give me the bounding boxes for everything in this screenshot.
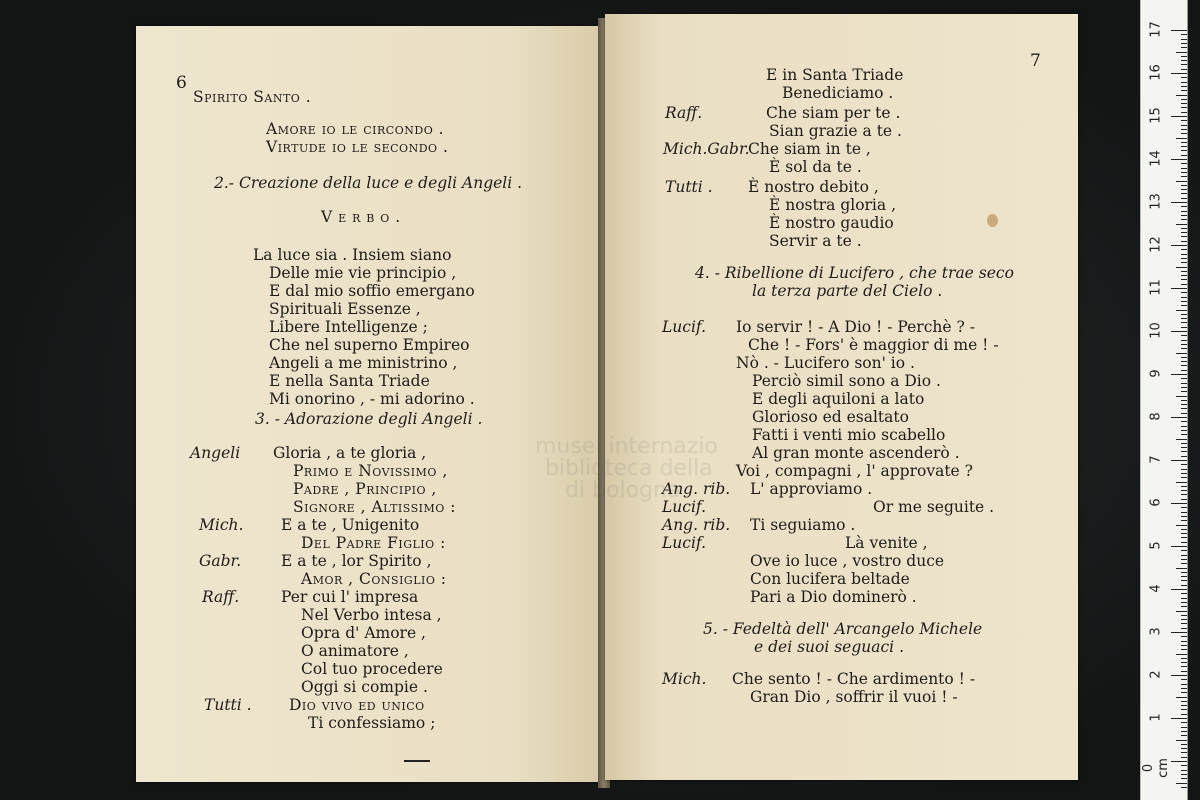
ruler-tick xyxy=(1181,322,1187,323)
ruler-tick xyxy=(1181,60,1187,61)
page-number-left: 6 xyxy=(176,73,187,93)
left-page xyxy=(136,26,602,782)
ruler-tick xyxy=(1181,774,1187,775)
right-page-text-line: Mich.Gabr. xyxy=(663,140,750,158)
ruler-label: 9 xyxy=(1148,369,1164,378)
right-page-text-line: Voi , compagni , l' approvate ? xyxy=(736,462,973,480)
right-page-text-line: Che sento ! - Che ardimento ! - xyxy=(732,670,976,688)
left-page-text-line: Dio vivo ed unico xyxy=(289,696,425,714)
ruler-tick xyxy=(1181,744,1187,745)
ruler-tick xyxy=(1181,563,1187,564)
ruler-tick xyxy=(1181,219,1187,220)
ruler-tick xyxy=(1181,692,1187,693)
ruler-tick xyxy=(1181,542,1187,543)
ruler-tick xyxy=(1181,189,1187,190)
left-page-text-line: 3. - Adorazione degli Angeli . xyxy=(255,410,483,428)
ruler-label: 13 xyxy=(1148,193,1164,210)
ruler-tick xyxy=(1181,537,1187,538)
ruler-tick xyxy=(1171,159,1187,160)
right-page-text-line: Lucif. xyxy=(662,318,707,336)
ruler-tick xyxy=(1181,628,1187,629)
ruler-tick xyxy=(1171,116,1187,117)
ruler-tick xyxy=(1181,129,1187,130)
ruler-tick xyxy=(1181,731,1187,732)
right-page-text-line: Glorioso ed esaltato xyxy=(752,408,909,426)
ruler-tick xyxy=(1181,340,1187,341)
ruler-tick xyxy=(1176,353,1187,354)
ruler-tick xyxy=(1181,787,1187,788)
ruler-tick xyxy=(1181,90,1187,91)
ruler-tick xyxy=(1181,378,1187,379)
ruler-label: 6 xyxy=(1148,498,1164,507)
left-page-text-line: Angeli xyxy=(190,444,241,462)
left-page-text-line: O animatore , xyxy=(301,642,409,660)
left-page-text-line: E nella Santa Triade xyxy=(269,372,430,390)
ruler-tick xyxy=(1181,335,1187,336)
ruler-tick xyxy=(1181,99,1187,100)
left-page-text-line: Mi onorino , - mi adorino . xyxy=(269,390,475,408)
ruler-tick xyxy=(1181,344,1187,345)
ruler-tick xyxy=(1181,69,1187,70)
ruler-tick xyxy=(1181,198,1187,199)
ruler-tick xyxy=(1171,417,1187,418)
ruler-label: 14 xyxy=(1148,150,1164,167)
right-page-text-line: Pari a Dio dominerò . xyxy=(750,588,917,606)
ruler-tick xyxy=(1181,120,1187,121)
ruler-tick xyxy=(1171,718,1187,719)
ruler-label: 4 xyxy=(1148,584,1164,593)
ruler-tick xyxy=(1181,56,1187,57)
ruler-tick xyxy=(1176,439,1187,440)
ruler-label: 0 cm xyxy=(1141,758,1171,778)
ruler-tick xyxy=(1181,602,1187,603)
ruler-tick xyxy=(1181,125,1187,126)
left-page-text-line: Oggi si compie . xyxy=(301,678,428,696)
ruler-tick xyxy=(1181,649,1187,650)
watermark-line-3: di bologna xyxy=(565,478,681,503)
ruler-tick xyxy=(1181,662,1187,663)
right-page-text-line: Tutti . xyxy=(665,178,713,196)
left-page-text-line: Per cui l' impresa xyxy=(281,588,419,606)
ruler-tick xyxy=(1181,163,1187,164)
ruler-tick xyxy=(1181,507,1187,508)
ruler-tick xyxy=(1181,314,1187,315)
right-page-text-line: Gran Dio , soffrir il vuoi ! - xyxy=(750,688,958,706)
ruler-tick xyxy=(1181,636,1187,637)
ruler-label: 11 xyxy=(1148,279,1164,296)
ruler-tick xyxy=(1176,611,1187,612)
ruler-tick xyxy=(1181,477,1187,478)
ruler-tick xyxy=(1181,494,1187,495)
ruler-tick xyxy=(1181,275,1187,276)
ruler-tick xyxy=(1171,245,1187,246)
ruler-tick xyxy=(1171,374,1187,375)
ruler-tick xyxy=(1181,666,1187,667)
left-page-text-line: Tutti . xyxy=(204,696,252,714)
watermark-line-1: musei internazio xyxy=(535,434,718,459)
ruler-tick xyxy=(1171,632,1187,633)
right-page-text-line: Io servir ! - A Dio ! - Perchè ? - xyxy=(736,318,975,336)
ruler-tick xyxy=(1181,82,1187,83)
left-page-text-line: Ti confessiamo ; xyxy=(308,714,436,732)
ruler-tick xyxy=(1181,400,1187,401)
ruler-tick xyxy=(1176,568,1187,569)
ruler-tick xyxy=(1181,232,1187,233)
ruler-tick xyxy=(1181,404,1187,405)
ruler-tick xyxy=(1181,271,1187,272)
ruler-tick xyxy=(1181,365,1187,366)
ruler-label: 7 xyxy=(1148,455,1164,464)
ruler-tick xyxy=(1171,30,1187,31)
ruler-tick xyxy=(1181,671,1187,672)
ruler-label: 5 xyxy=(1148,541,1164,550)
ruler-tick xyxy=(1171,589,1187,590)
right-page-text-line: Lucif. xyxy=(662,534,707,552)
ruler-tick xyxy=(1181,705,1187,706)
ruler-tick xyxy=(1181,623,1187,624)
ruler-tick xyxy=(1181,77,1187,78)
left-page-text-line: Signore , Altissimo : xyxy=(293,498,456,516)
left-page-text-line: Gloria , a te gloria , xyxy=(273,444,427,462)
ruler-tick xyxy=(1176,525,1187,526)
left-page-text-line: Primo e Novissimo , xyxy=(293,462,448,480)
page-number-right: 7 xyxy=(1030,51,1041,71)
right-page-text-line: Ang. rib. xyxy=(662,480,731,498)
ruler-label: 12 xyxy=(1148,236,1164,253)
left-page-text-line: V e r b o . xyxy=(321,208,401,226)
ruler-tick xyxy=(1176,95,1187,96)
ruler-tick xyxy=(1181,469,1187,470)
ruler-tick xyxy=(1181,550,1187,551)
left-page-text-line: E a te , Unigenito xyxy=(281,516,420,534)
ruler-tick xyxy=(1181,709,1187,710)
ruler-tick xyxy=(1171,503,1187,504)
left-page-text-line: E a te , lor Spirito , xyxy=(281,552,432,570)
ruler-tick xyxy=(1181,486,1187,487)
ruler-tick xyxy=(1181,43,1187,44)
ruler-label: 17 xyxy=(1148,21,1164,38)
ruler-tick xyxy=(1181,645,1187,646)
ruler-tick xyxy=(1176,697,1187,698)
ruler-tick xyxy=(1181,146,1187,147)
ruler-tick xyxy=(1181,430,1187,431)
ruler-tick xyxy=(1181,327,1187,328)
right-page-text-line: L' approviamo . xyxy=(750,480,873,498)
ruler-tick xyxy=(1171,675,1187,676)
ruler-tick xyxy=(1181,490,1187,491)
ruler-tick xyxy=(1181,426,1187,427)
ruler-tick xyxy=(1176,310,1187,311)
ruler-tick xyxy=(1181,383,1187,384)
ruler-tick xyxy=(1181,757,1187,758)
ruler-tick xyxy=(1181,464,1187,465)
ruler-tick xyxy=(1181,529,1187,530)
left-page-text-line: Padre , Principio , xyxy=(293,480,437,498)
ruler-tick xyxy=(1181,301,1187,302)
ruler-tick xyxy=(1181,112,1187,113)
ruler-tick xyxy=(1181,555,1187,556)
right-page-text-line: Ove io luce , vostro duce xyxy=(750,552,945,570)
left-page-text-line: Angeli a me ministrino , xyxy=(269,354,458,372)
left-page-text-line: La luce sia . Insiem siano xyxy=(253,246,452,264)
measuring-ruler xyxy=(1140,0,1188,800)
right-page-text-line: 5. - Fedeltà dell' Arcangelo Michele xyxy=(703,620,983,638)
ruler-tick xyxy=(1181,684,1187,685)
ruler-tick xyxy=(1181,533,1187,534)
right-page-text-line: Ang. rib. xyxy=(662,516,731,534)
ruler-tick xyxy=(1181,172,1187,173)
ruler-label: 16 xyxy=(1148,64,1164,81)
ruler-tick xyxy=(1181,701,1187,702)
ruler-tick xyxy=(1176,654,1187,655)
ruler-tick xyxy=(1176,267,1187,268)
left-page-text-line: Mich. xyxy=(199,516,244,534)
left-page-text-line: Del Padre Figlio : xyxy=(301,534,446,552)
ruler-tick xyxy=(1181,39,1187,40)
left-page-text-line: Amor , Consiglio : xyxy=(301,570,447,588)
ruler-tick xyxy=(1181,593,1187,594)
ruler-label: 10 xyxy=(1148,322,1164,339)
ruler-tick xyxy=(1181,447,1187,448)
ruler-tick xyxy=(1181,47,1187,48)
ruler-tick xyxy=(1171,73,1187,74)
left-page-text-line: Nel Verbo intesa , xyxy=(301,606,442,624)
ruler-tick xyxy=(1171,331,1187,332)
ruler-tick xyxy=(1181,688,1187,689)
ruler-tick xyxy=(1181,357,1187,358)
ruler-tick xyxy=(1181,434,1187,435)
end-ornament xyxy=(404,760,430,762)
ruler-tick xyxy=(1181,236,1187,237)
ruler-tick xyxy=(1181,606,1187,607)
right-page-text-line: Ti seguiamo . xyxy=(750,516,856,534)
right-page-text-line: Che ! - Fors' è maggior di me ! - xyxy=(748,336,999,354)
right-page-text-line: Or me seguite . xyxy=(873,498,995,516)
ruler-tick xyxy=(1181,598,1187,599)
ruler-tick xyxy=(1181,241,1187,242)
ruler-tick xyxy=(1181,619,1187,620)
right-page-text-line: Fatti i venti mio scabello xyxy=(752,426,946,444)
ruler-tick xyxy=(1181,297,1187,298)
ruler-tick xyxy=(1181,133,1187,134)
right-page-text-line: È nostro gaudio xyxy=(769,214,894,232)
ruler-tick xyxy=(1181,413,1187,414)
watermark-line-2: biblioteca della xyxy=(545,456,713,481)
left-page-text-line: Libere Intelligenze ; xyxy=(269,318,428,336)
ruler-tick xyxy=(1181,206,1187,207)
left-page-text-line: Col tuo procedere xyxy=(301,660,443,678)
paper-stain xyxy=(987,214,998,227)
right-page-text-line: Sian grazie a te . xyxy=(769,122,902,140)
ruler-tick xyxy=(1181,185,1187,186)
ruler-tick xyxy=(1181,249,1187,250)
right-page-text-line: È nostro debito , xyxy=(748,178,879,196)
ruler-tick xyxy=(1171,288,1187,289)
ruler-tick xyxy=(1176,783,1187,784)
ruler-tick xyxy=(1171,761,1187,762)
ruler-tick xyxy=(1181,215,1187,216)
ruler-tick xyxy=(1181,168,1187,169)
ruler-tick xyxy=(1181,516,1187,517)
ruler-tick xyxy=(1176,740,1187,741)
ruler-tick xyxy=(1181,585,1187,586)
ruler-tick xyxy=(1181,778,1187,779)
right-page-text-line: È sol da te . xyxy=(769,158,862,176)
ruler-tick xyxy=(1181,512,1187,513)
ruler-tick xyxy=(1181,370,1187,371)
ruler-tick xyxy=(1181,752,1187,753)
right-page-text-line: Mich. xyxy=(662,670,707,688)
ruler-tick xyxy=(1181,211,1187,212)
ruler-tick xyxy=(1171,202,1187,203)
ruler-tick xyxy=(1181,658,1187,659)
ruler-tick xyxy=(1181,727,1187,728)
left-page-text-line: Amore io le circondo . xyxy=(266,120,445,138)
right-page-text-line: e dei suoi seguaci . xyxy=(754,638,904,656)
ruler-tick xyxy=(1181,765,1187,766)
right-page-text-line: Là venite , xyxy=(845,534,928,552)
ruler-tick xyxy=(1181,64,1187,65)
ruler-tick xyxy=(1181,408,1187,409)
ruler-label: 15 xyxy=(1148,107,1164,124)
ruler-tick xyxy=(1176,224,1187,225)
ruler-tick xyxy=(1181,292,1187,293)
ruler-tick xyxy=(1181,103,1187,104)
ruler-tick xyxy=(1181,499,1187,500)
left-page-text-line: Che nel superno Empireo xyxy=(269,336,470,354)
ruler-tick xyxy=(1181,176,1187,177)
ruler-tick xyxy=(1181,150,1187,151)
ruler-label: 8 xyxy=(1148,412,1164,421)
ruler-tick xyxy=(1171,460,1187,461)
ruler-tick xyxy=(1181,735,1187,736)
left-page-text-line: Virtude io le secondo . xyxy=(266,138,449,156)
right-page-text-line: 4. - Ribellione di Lucifero , che trae seco xyxy=(695,264,1014,282)
ruler-tick xyxy=(1181,107,1187,108)
ruler-tick xyxy=(1181,318,1187,319)
left-page-text-line: Raff. xyxy=(202,588,240,606)
left-page-text-line: Gabr. xyxy=(199,552,242,570)
right-page-text-line: Benediciamo . xyxy=(782,84,894,102)
ruler-tick xyxy=(1171,546,1187,547)
ruler-tick xyxy=(1176,396,1187,397)
ruler-tick xyxy=(1181,443,1187,444)
ruler-tick xyxy=(1181,572,1187,573)
left-page-text-line: 2.- Creazione della luce e degli Angeli . xyxy=(214,174,523,192)
ruler-tick xyxy=(1181,770,1187,771)
right-page-text-line: È nostra gloria , xyxy=(769,196,896,214)
ruler-label: 3 xyxy=(1148,627,1164,636)
ruler-tick xyxy=(1176,138,1187,139)
ruler-tick xyxy=(1181,387,1187,388)
right-page-text-line: Lucif. xyxy=(662,498,707,516)
ruler-tick xyxy=(1181,641,1187,642)
ruler-tick xyxy=(1181,520,1187,521)
ruler-tick xyxy=(1181,258,1187,259)
right-page-text-line: E degli aquiloni a lato xyxy=(752,390,925,408)
ruler-label: 1 xyxy=(1148,713,1164,722)
ruler-tick xyxy=(1181,284,1187,285)
ruler-tick xyxy=(1181,155,1187,156)
right-page-text-line: la terza parte del Cielo . xyxy=(752,282,943,300)
left-page-text-line: E dal mio soffio emergano xyxy=(269,282,475,300)
right-page-text-line: Raff. xyxy=(665,104,703,122)
ruler-tick xyxy=(1181,722,1187,723)
right-page-text-line: Al gran monte ascenderò . xyxy=(752,444,960,462)
right-page-text-line: E in Santa Triade xyxy=(766,66,904,84)
right-page-text-line: Che siam per te . xyxy=(766,104,901,122)
right-page-text-line: Nò . - Lucifero son' io . xyxy=(736,354,915,372)
ruler-tick xyxy=(1181,228,1187,229)
ruler-tick xyxy=(1181,348,1187,349)
right-page-text-line: Servir a te . xyxy=(769,232,862,250)
left-page-text-line: Spirituali Essenze , xyxy=(269,300,421,318)
ruler-tick xyxy=(1181,142,1187,143)
ruler-tick xyxy=(1176,181,1187,182)
ruler-tick xyxy=(1181,361,1187,362)
ruler-tick xyxy=(1181,714,1187,715)
left-page-text-line: Spirito Santo . xyxy=(193,88,312,106)
right-page xyxy=(535,14,1078,780)
ruler-tick xyxy=(1181,391,1187,392)
ruler-tick xyxy=(1181,679,1187,680)
ruler-tick xyxy=(1181,305,1187,306)
ruler-tick xyxy=(1181,456,1187,457)
ruler-tick xyxy=(1181,254,1187,255)
left-page-text-line: Opra d' Amore , xyxy=(301,624,426,642)
ruler-tick xyxy=(1181,748,1187,749)
right-page-text-line: Con lucifera beltade xyxy=(750,570,910,588)
ruler-tick xyxy=(1181,262,1187,263)
right-page-text-line: Perciò simil sono a Dio . xyxy=(752,372,941,390)
ruler-label: 2 xyxy=(1148,670,1164,679)
ruler-tick xyxy=(1181,615,1187,616)
ruler-tick xyxy=(1181,193,1187,194)
left-page-text-line: Delle mie vie principio , xyxy=(269,264,457,282)
ruler-tick xyxy=(1181,86,1187,87)
ruler-tick xyxy=(1176,482,1187,483)
ruler-tick xyxy=(1176,52,1187,53)
ruler-tick xyxy=(1181,576,1187,577)
ruler-tick xyxy=(1181,34,1187,35)
ruler-tick xyxy=(1181,421,1187,422)
right-page-text-line: Che siam in te , xyxy=(748,140,871,158)
ruler-tick xyxy=(1181,473,1187,474)
ruler-tick xyxy=(1181,279,1187,280)
ruler-tick xyxy=(1181,559,1187,560)
ruler-tick xyxy=(1181,580,1187,581)
ruler-tick xyxy=(1181,451,1187,452)
